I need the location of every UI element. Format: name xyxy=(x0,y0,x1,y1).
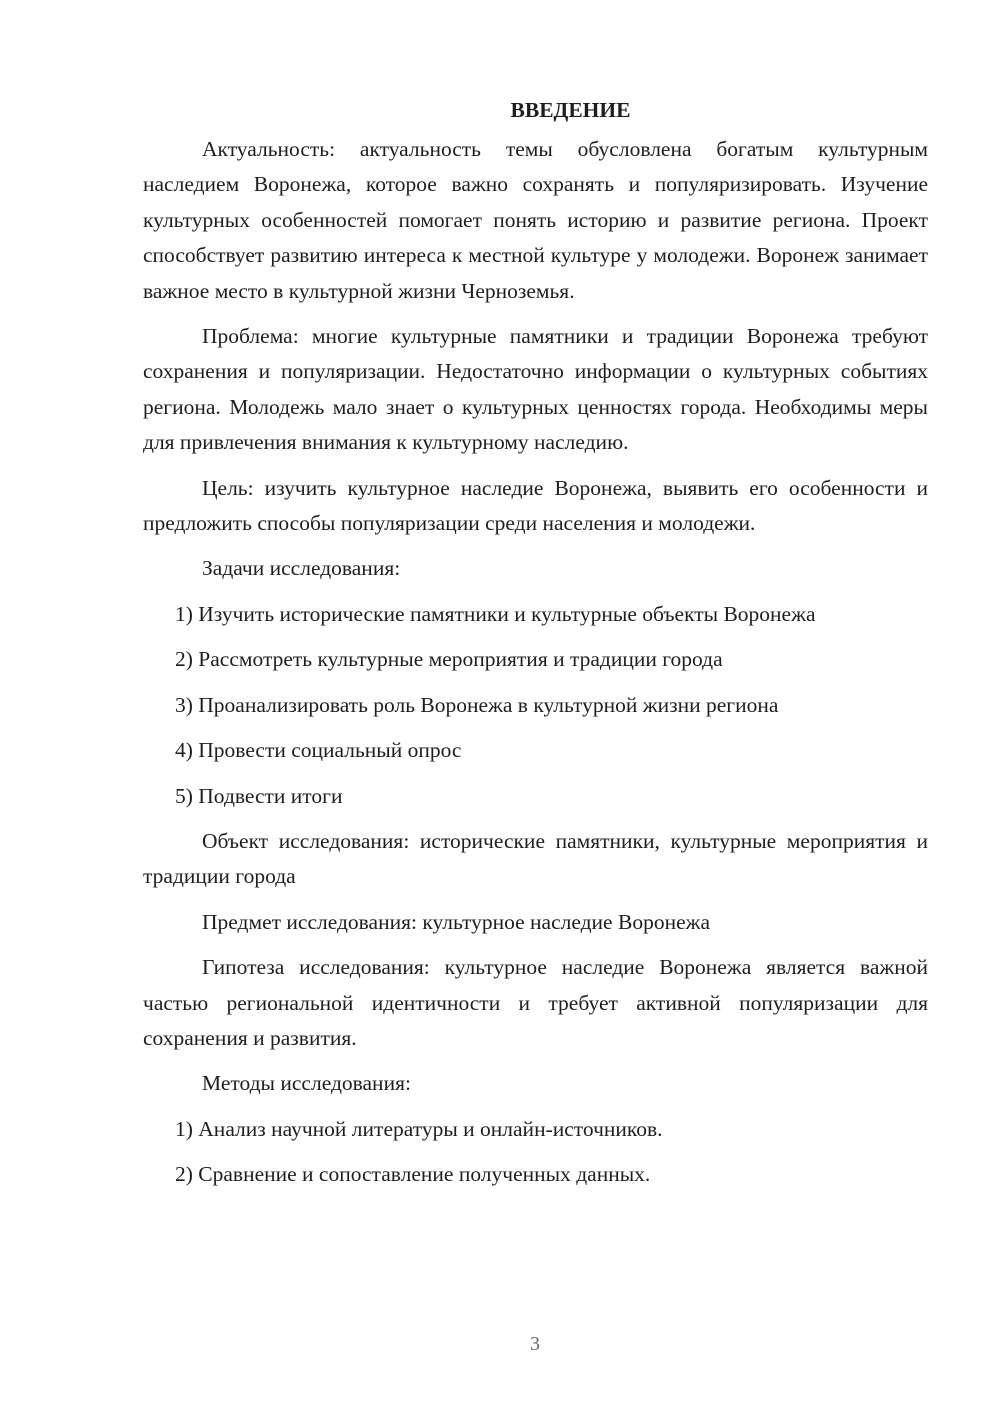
method-item-1: 1) Анализ научной литературы и онлайн-источников. xyxy=(175,1116,663,1141)
methods-heading: Методы исследования: xyxy=(202,1071,411,1096)
paragraph-goal: Цель: изучить культурное наследие Воронежа, выявить его особенности и предложить способы популяризации среди населения и молодежи. xyxy=(143,475,928,536)
task-item-3: 3) Проанализировать роль Воронежа в культурной жизни региона xyxy=(175,692,779,717)
paragraph-hypothesis: Гипотеза исследования: культурное наследие Воронежа является важной частью региональной идентичности и требует активной популяризации для сохранения и развития. xyxy=(143,955,928,1050)
task-item-2: 2) Рассмотреть культурные мероприятия и традиции города xyxy=(175,647,723,672)
page-number: 3 xyxy=(530,1333,540,1355)
paragraph-object: Объект исследования: исторические памятники, культурные мероприятия и традиции города xyxy=(143,828,928,889)
document-page xyxy=(143,92,928,1203)
method-item-2: 2) Сравнение и сопоставление полученных данных. xyxy=(175,1162,651,1187)
paragraph-subject: Предмет исследования: культурное наследие Воронежа xyxy=(202,909,711,934)
tasks-heading: Задачи исследования: xyxy=(202,556,401,581)
task-item-1: 1) Изучить исторические памятники и культурные объекты Воронежа xyxy=(175,601,816,626)
document-title: ВВЕДЕНИЕ xyxy=(510,98,631,122)
task-item-4: 4) Провести социальный опрос xyxy=(175,738,462,763)
paragraph-problem: Проблема: многие культурные памятники и традиции Воронежа требуют сохранения и популяризации. Недостаточно информации о культурных событиях региона. Молодежь мало знает о культурных ценностях города. Необходимы меры для привлечения внимания к культурному наследию. xyxy=(143,324,928,455)
paragraph-relevance: Актуальность: актуальность темы обусловлена богатым культурным наследием Воронежа, которое важно сохранять и популяризировать. Изучение культурных особенностей помогает понять историю и развитие региона. Проект способствует развитию интереса к местной культуре у молодежи. Воронеж занимает важное место в культурной жизни Черноземья. xyxy=(143,137,928,303)
task-item-5: 5) Подвести итоги xyxy=(175,783,343,808)
